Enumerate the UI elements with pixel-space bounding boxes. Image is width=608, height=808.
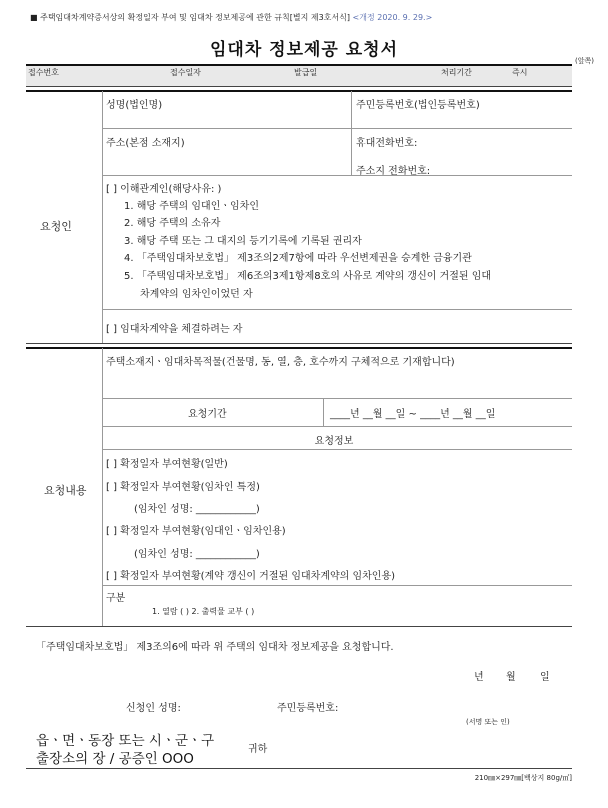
option-renewal-refused-checkbox[interactable]: [ ] 확정일자 부여현황(계약 갱신이 거절된 임대차계약의 임차인용) [106,571,396,582]
paper-spec: 210㎜×297㎜[백상지 80g/㎡] [474,774,572,782]
statement-text: 「주택임대차보호법」 제3조의6에 따라 위 주택의 임대차 정보제공을 요청합니다. [36,642,394,653]
name-label: 성명(법인명) [106,100,163,111]
request-info-label: 요청정보 [314,436,354,447]
revision-text: <개정 2020. 9. 29.> [352,13,433,22]
receipt-row-bottom [26,86,572,87]
applicant-id-label: 주민등록번호: [277,703,339,714]
type-label: 구분 [106,593,126,604]
page-title: 임대차 정보제공 요청서 [209,40,399,60]
home-phone-label: 주소지 전화번호: [356,166,431,177]
interested-party-checkbox[interactable]: [ ] 이해관계인(해당사유: ) [106,184,222,195]
row-divider-address [102,175,572,176]
processing-period-value: 즉시 [512,68,528,77]
section-divider-mid [26,347,572,349]
request-bottom [26,626,572,627]
option-landlord-tenant-checkbox[interactable]: [ ] 확정일자 부여현황(임대인ㆍ임차인용) [106,526,286,537]
type-options[interactable]: 1. 열람 ( ) 2. 출력물 교부 ( ) [152,607,255,616]
requester-section-label: 요청인 [40,220,72,233]
form-rule-header [30,12,432,23]
row-divider-period [102,426,572,427]
row-divider-options [102,585,572,586]
applicant-name-label: 신청인 성명: [126,703,181,714]
row-divider-property [102,398,572,399]
receipt-number-label: 접수번호 [28,68,59,77]
option-tenant-specific-checkbox[interactable]: [ ] 확정일자 부여현황(임차인 특정) [106,482,260,493]
row-divider-reasons [102,309,572,310]
address-label: 주소(본점 소재지) [106,138,185,149]
reason-5-continued: 차계약의 임차인이었던 자 [140,289,253,300]
row-divider-name [102,128,572,129]
tenant-name-field-1[interactable]: (임차인 성명: ____________) [134,504,260,515]
request-period-value: ____년 __월 __일 ~ ____년 __월 __일 [330,409,496,420]
signature-note: (서명 또는 인) [466,718,510,726]
footer-divider [26,768,572,769]
mobile-phone-label: 휴대전화번호: [356,138,418,149]
reason-2: 2. 해당 주택의 소유자 [124,218,221,229]
reason-4: 4. 「주택임대차보호법」 제3조의2제7항에 따라 우선변제권을 승계한 금융기관 [124,253,472,264]
date-year: 년 [474,672,484,683]
tenant-name-field-2[interactable]: (임차인 성명: ____________) [134,549,260,560]
receipt-date-label: 접수일자 [170,68,201,77]
reason-1: 1. 해당 주택의 임대인ㆍ임차인 [124,201,259,212]
section-divider-top [26,90,572,92]
date-day: 일 [540,672,550,683]
id-number-label: 주민등록번호(법인등록번호) [356,100,480,111]
request-section-label: 요청내용 [44,484,87,497]
processing-period-label: 처리기간 [441,68,472,77]
property-label: 주택소재지ㆍ임대차목적물(건물명, 동, 열, 층, 호수까지 구체적으로 기재합니다) [106,357,455,368]
reason-5: 5. 「주택임대차보호법」 제6조의3제1항제8호의 사유로 계약의 갱신이 거절된 임대 [124,271,492,282]
request-period-label: 요청기간 [188,409,227,420]
requester-mid-divider [351,91,352,175]
prospective-tenant-checkbox[interactable]: [ ] 임대차계약을 체결하려는 자 [106,324,243,335]
period-divider [323,398,324,426]
row-divider-info [102,449,572,450]
recipient-line-2: 출장소의 장 / 공증인 OOO [36,751,194,767]
top-border [26,64,572,66]
form-rule-text: ■ 주택임대차계약증서상의 확정일자 부여 및 임대차 정보제공에 관한 규칙[별지 제3호서식] [30,13,350,22]
option-general-checkbox[interactable]: [ ] 확정일자 부여현황(일반) [106,459,228,470]
front-side-label: (앞쪽) [575,57,594,65]
honorific: 귀하 [248,744,268,755]
recipient-line-1: 읍ㆍ면ㆍ동장 또는 시ㆍ군ㆍ구 [36,733,215,749]
date-month: 월 [506,672,516,683]
issue-date-label: 발급일 [294,68,318,77]
reason-3: 3. 해당 주택 또는 그 대지의 등기기록에 기록된 권리자 [124,236,362,247]
requester-bottom [26,343,572,344]
